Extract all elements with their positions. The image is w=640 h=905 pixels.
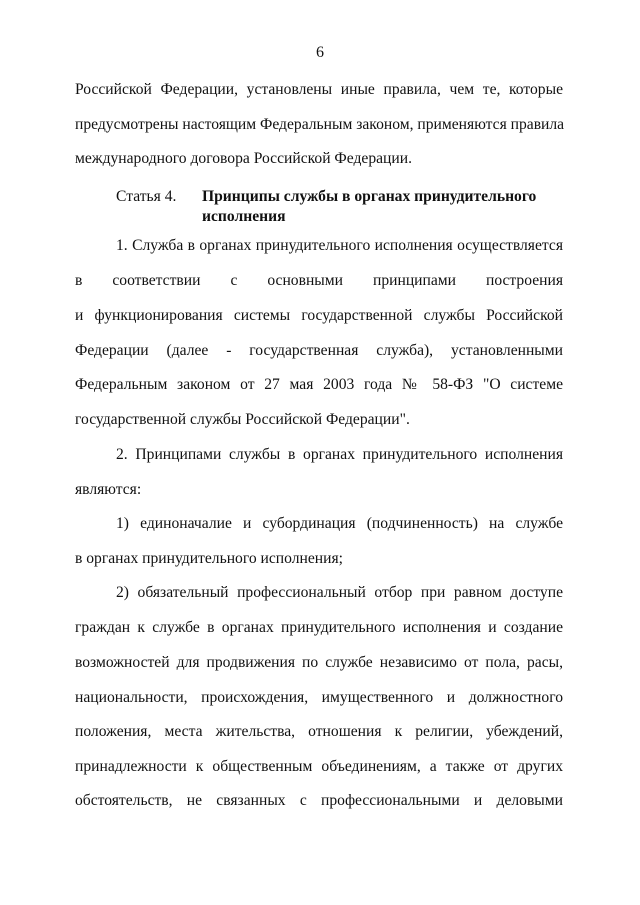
text-line: международного договора Российской Федерации. [75,150,412,167]
article-title-line: исполнения [202,208,286,225]
page-number: 6 [316,44,324,61]
text-line: Федеральным законом от 27 мая 2003 года № 58-ФЗ "О системе [75,376,563,393]
article-title-line: Принципы службы в органах принудительного [202,188,537,205]
text-line: Федерации (далее - государственная служба), установленными [75,342,563,359]
text-line: 2) обязательный профессиональный отбор при равном доступе [116,584,563,601]
text-line: предусмотрены настоящим Федеральным законом, применяются правила [75,116,565,133]
text-line: национальности, происхождения, имущественного и должностного [75,689,563,706]
text-line: являются: [75,481,142,498]
text-line: положения, места жительства, отношения к религии, убеждений, [75,723,563,740]
text-line: 1) единоначалие и субординация (подчиненность) на службе [116,515,563,532]
text-line: государственной службы Российской Федерации". [75,411,410,428]
text-line: возможностей для продвижения по службе независимо от пола, расы, [75,654,563,671]
text-line: принадлежности к общественным объединениям, а также от других [75,758,563,775]
text-line: граждан к службе в органах принудительного исполнения и создание [75,619,563,636]
text-line: в соответствии с основными принципами построения [75,272,563,289]
article-title [202,187,536,227]
text-line: Российской Федерации, установлены иные правила, чем те, которые [75,81,563,98]
text-line: 1. Служба в органах принудительного исполнения осуществляется [116,237,563,254]
text-line: обстоятельств, не связанных с профессиональными и деловыми [75,792,563,809]
article-label: Статья 4. [116,188,177,205]
text-line: 2. Принципами службы в органах принудительного исполнения [116,446,563,463]
text-line: и функционирования системы государственной службы Российской [75,307,563,324]
text-line: в органах принудительного исполнения; [75,550,343,567]
